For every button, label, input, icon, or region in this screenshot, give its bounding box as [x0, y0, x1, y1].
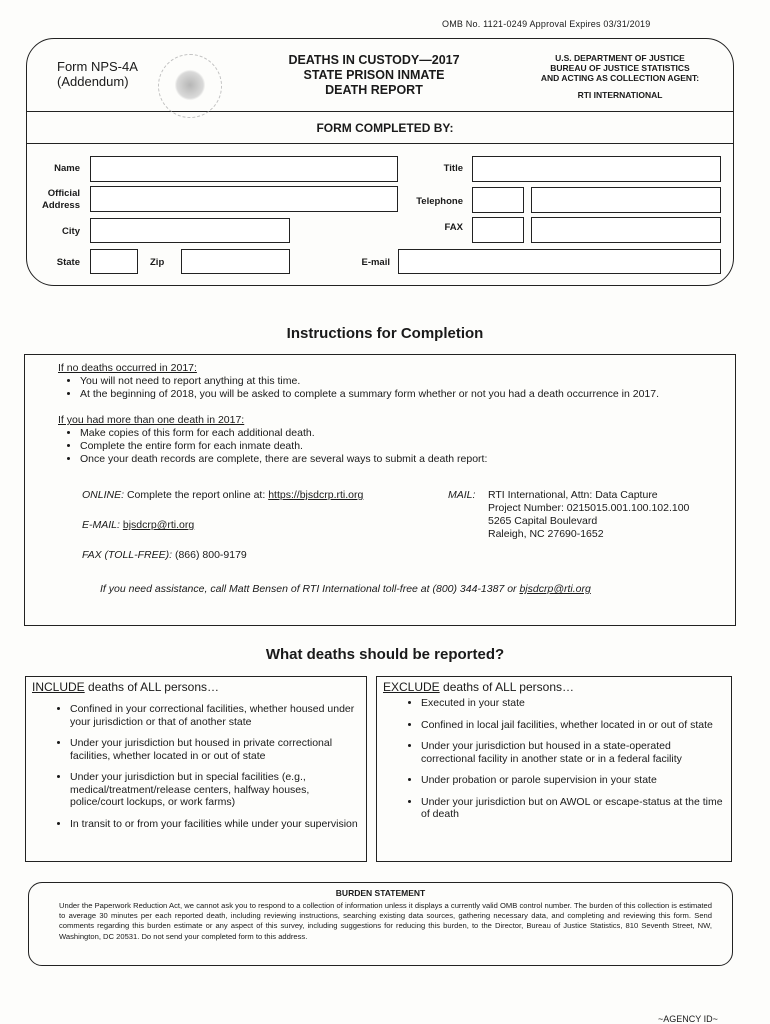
agency-line: RTI INTERNATIONAL [577, 90, 663, 100]
mail-line: Project Number: 0215015.001.100.102.100 [488, 502, 690, 514]
form-number: Form NPS-4A [57, 59, 138, 74]
title-line: DEATH REPORT [325, 83, 423, 97]
burden-text: Under the Paperwork Reduction Act, we cannot ask you to respond to a collection of information unless it displays a currently valid OMB control number. The burden of this collection is estimated to average 30 minutes per each reported death, including reviewing instructions, searching existing data sources, gathering necessary data, and completing and reviewing this form. Send comments regarding this burden estimate or any aspect of this survey, including suggestions for reducing this burden, to the Director, Bureau of Justice Statistics, 810 Seventh Street, NW, Washington, DC 20531. Do not send your completed form to this address. [59, 901, 712, 941]
assistance-line [100, 583, 720, 596]
list-item: • Confined in local jail facilities, whether located in or out of state [421, 719, 725, 732]
online-link[interactable]: https://bjsdcrp.rti.org [268, 489, 364, 501]
agency-line: BUREAU OF JUSTICE STATISTICS [550, 63, 690, 73]
exclude-box [376, 676, 732, 862]
zip-label: Zip [150, 257, 165, 268]
header-divider [27, 143, 733, 144]
official-address-label [20, 188, 80, 212]
title-line: DEATHS IN CUSTODY—2017 [288, 53, 460, 67]
list-item: • Under probation or parole supervision in your state [421, 774, 725, 787]
title-line: STATE PRISON INMATE [303, 68, 445, 82]
mail-line: 5265 Capital Boulevard [488, 515, 598, 527]
mail-line: RTI International, Attn: Data Capture [488, 489, 658, 501]
state-field[interactable] [90, 249, 138, 274]
list-item: • In transit to or from your facilities while under your supervision [70, 818, 360, 831]
telephone-area-field[interactable] [472, 187, 524, 213]
fax-label: FAX [444, 222, 463, 233]
deaths-heading: What deaths should be reported? [265, 646, 505, 663]
mail-address [488, 489, 728, 541]
online-text: Complete the report online at: [126, 489, 266, 501]
exclude-heading [383, 680, 574, 694]
city-field[interactable] [90, 218, 290, 243]
email-submit-label: E-MAIL: [82, 519, 120, 531]
header-divider [27, 111, 733, 112]
more-deaths-list [58, 427, 728, 466]
agency-line: AND ACTING AS COLLECTION AGENT: [540, 73, 700, 83]
telephone-label: Telephone [416, 196, 463, 207]
list-item: • You will not need to report anything at this time. [80, 375, 728, 388]
email-field[interactable] [398, 249, 721, 274]
form-title [264, 53, 484, 98]
list-item: • Confined in your correctional facilities, whether housed under your jurisdiction or that of another state [70, 703, 360, 728]
more-deaths-heading: If you had more than one death in 2017: [58, 414, 245, 426]
assistance-email-link[interactable]: bjsdcrp@rti.org [519, 583, 591, 595]
agency-line: U.S. DEPARTMENT OF JUSTICE [555, 53, 685, 63]
doj-seal-icon [158, 54, 222, 118]
telephone-number-field[interactable] [531, 187, 721, 213]
title-label: Title [443, 163, 463, 174]
mail-label: MAIL: [448, 489, 476, 501]
form-id [57, 59, 138, 89]
include-list [34, 703, 360, 839]
email-link[interactable]: bjsdcrp@rti.org [122, 519, 195, 531]
exclude-rest: deaths of ALL persons… [439, 680, 574, 694]
name-label: Name [54, 163, 80, 174]
fax-submit-label: FAX (TOLL-FREE): [82, 549, 173, 561]
label-line: Official [47, 188, 80, 199]
title-field[interactable] [472, 156, 721, 182]
zip-field[interactable] [181, 249, 290, 274]
list-item: • Complete the entire form for each inmate death. [80, 440, 728, 453]
fax-number: (866) 800-9179 [174, 549, 247, 561]
mail-line: Raleigh, NC 27690-1652 [488, 528, 604, 540]
list-item: • Under your jurisdiction but on AWOL or escape-status at the time of death [421, 796, 725, 821]
exclude-word: EXCLUDE [383, 680, 440, 694]
list-item: • Make copies of this form for each additional death. [80, 427, 728, 440]
instructions-heading: Instructions for Completion [286, 325, 484, 342]
agency-id: ~AGENCY ID~ [658, 1014, 718, 1024]
include-box [25, 676, 367, 862]
list-item: • Executed in your state [421, 697, 725, 710]
email-label: E-mail [361, 257, 390, 268]
state-label: State [56, 257, 80, 268]
email-line [82, 519, 382, 532]
list-item: • Once your death records are complete, there are several ways to submit a death report: [80, 453, 728, 466]
burden-title: BURDEN STATEMENT [335, 888, 426, 898]
list-item: • Under your jurisdiction but in special facilities (e.g., medical/treatment/release centers, halfway houses, police/court lockups, or work farms) [70, 771, 360, 809]
include-word: INCLUDE [32, 680, 85, 694]
agency-block [520, 53, 720, 100]
list-item: • At the beginning of 2018, you will be asked to complete a summary form whether or not you had a death occurrence in 2017. [80, 388, 728, 401]
completed-by-heading: FORM COMPLETED BY: [316, 121, 454, 135]
assistance-text: If you need assistance, call Matt Bensen of RTI International toll-free at (800) 344-1387 or [100, 583, 517, 595]
label-line: Address [41, 200, 80, 211]
official-address-field[interactable] [90, 186, 398, 212]
include-rest: deaths of ALL persons… [84, 680, 219, 694]
burden-statement-box [28, 882, 733, 966]
exclude-list [385, 697, 725, 830]
name-field[interactable] [90, 156, 398, 182]
city-label: City [62, 226, 80, 237]
online-label: ONLINE: [82, 489, 125, 501]
omb-number: OMB No. 1121-0249 Approval Expires 03/31/2019 [442, 19, 651, 29]
no-deaths-list [58, 375, 728, 401]
instructions-content [58, 362, 728, 466]
online-line [82, 489, 442, 502]
fax-area-field[interactable] [472, 217, 524, 243]
form-addendum: (Addendum) [57, 74, 129, 89]
no-deaths-heading: If no deaths occurred in 2017: [58, 362, 197, 374]
include-heading [32, 680, 219, 694]
list-item: • Under your jurisdiction but housed in private correctional facilities, whether located in or out of state [70, 737, 360, 762]
fax-number-field[interactable] [531, 217, 721, 243]
list-item: • Under your jurisdiction but housed in a state-operated correctional facility in another state or in a federal facility [421, 740, 725, 765]
fax-line [82, 549, 382, 562]
